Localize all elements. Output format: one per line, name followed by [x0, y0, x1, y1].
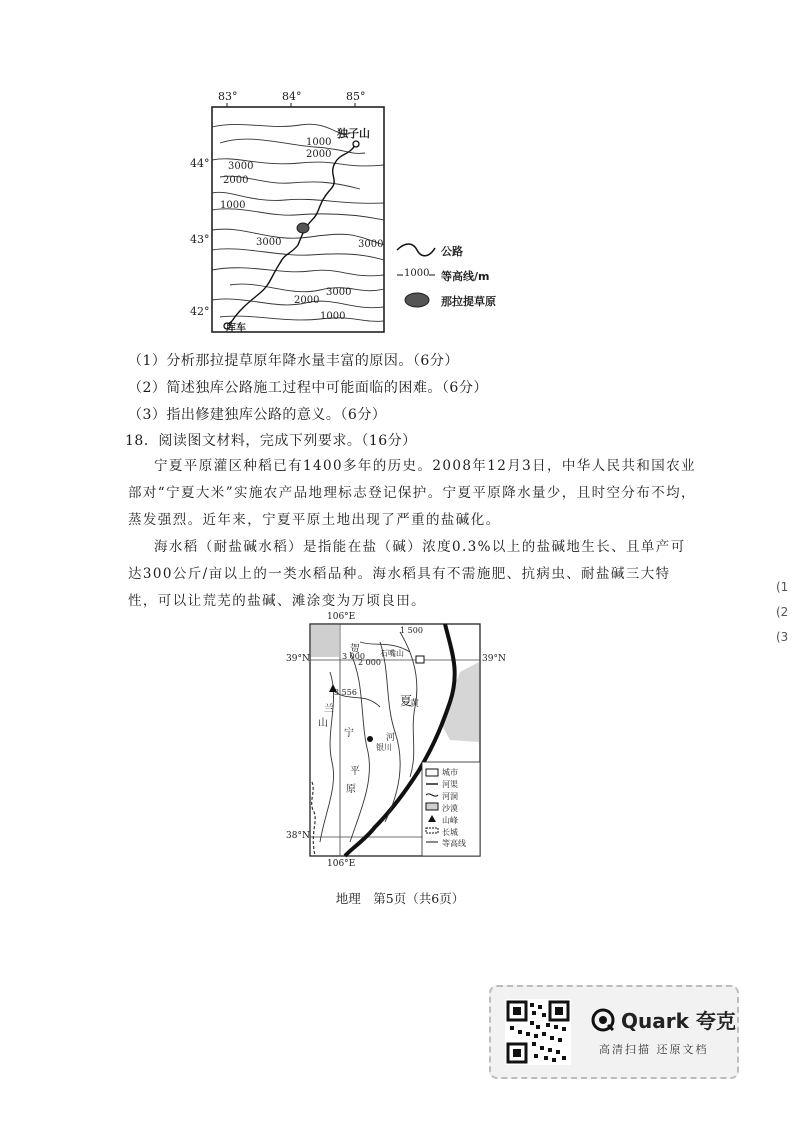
map-label: 原 — [346, 784, 356, 795]
quark-tagline: 高清扫描 还原文档 — [599, 1043, 709, 1056]
contour-label: 1000 — [306, 137, 332, 148]
topographic-map-2 — [290, 612, 520, 872]
quark-logo-icon — [591, 1008, 615, 1032]
legend-contour: 等高线 — [442, 839, 466, 848]
contour-label: 1000 — [220, 200, 246, 211]
map-dushanzi-kuche — [190, 85, 400, 350]
legend-contour-value: 1000 — [404, 268, 430, 279]
contour-label: 3 000 — [342, 652, 365, 661]
contour-label: 3000 — [358, 239, 384, 250]
quark-brand — [591, 1005, 736, 1034]
place-label: 独子山 — [337, 127, 370, 140]
contour-label: 3000 — [228, 161, 254, 172]
lat-label: 44° — [190, 157, 210, 170]
edge-mark: (2 — [776, 605, 789, 619]
lat-label: 39°N — [482, 654, 506, 664]
legend-road: 公路 — [441, 245, 463, 258]
lat-label: 43° — [190, 233, 210, 246]
question-18-heading: 18．阅读图文材料，完成下列要求。（16分） — [125, 433, 417, 449]
contour-label: 2000 — [294, 295, 320, 306]
edge-mark: (3 — [776, 630, 789, 644]
contour-label: 3000 — [256, 237, 282, 248]
map-label: 兰 — [324, 704, 334, 715]
contour-label: 1 500 — [400, 626, 423, 635]
q18-paragraph-2: 海水稻（耐盐碱水稻）是指能在盐（碱）浓度0.3%以上的盐碱地生长、且单产可达300公斤/亩以上的一类水稻品种。海水稻具有不需施肥、抗病虫、耐盐碱三大特性，可以让荒芜的盐碱、滩涂变为万顷良田。 — [128, 539, 686, 609]
map-label: 夏 — [400, 694, 413, 708]
lat-label: 42° — [190, 305, 210, 318]
question-17-3: （3）指出修建独库公路的意义。（6分） — [128, 407, 387, 423]
map-label: 平 — [350, 766, 360, 777]
place-label: 库车 — [226, 323, 246, 334]
legend-canal: 河渠 — [442, 780, 458, 789]
quark-watermark — [489, 985, 739, 1079]
lat-label: 39°N — [286, 654, 310, 664]
lon-label: 106°E — [327, 859, 356, 869]
lon-label: 83° — [218, 90, 238, 103]
map-label: 黄 — [410, 699, 420, 709]
map1-legend — [395, 240, 525, 315]
map-label: 宁 — [344, 728, 354, 739]
legend-peak: 山峰 — [442, 816, 458, 825]
contour-label: 2000 — [223, 175, 249, 186]
lon-label: 84° — [282, 90, 302, 103]
qr-code-icon — [505, 999, 571, 1065]
contour-label: 2000 — [306, 149, 332, 160]
question-17-2: （2）简述独库公路施工过程中可能面临的困难。（6分） — [128, 380, 488, 396]
contour-label: 2 000 — [358, 658, 381, 667]
contour-label: 1000 — [320, 311, 346, 322]
map-ningxia-plain — [286, 612, 520, 872]
map-label: 河 — [386, 733, 396, 743]
map-label: 山 — [318, 718, 328, 729]
question-17-1: （1）分析那拉提草原年降水量丰富的原因。（6分） — [128, 353, 459, 369]
legend-river: 河洞 — [442, 792, 458, 801]
legend-contour: 等高线/m — [441, 270, 490, 283]
legend-city: 城市 — [442, 768, 458, 777]
page-footer: 地理 第5页（共6页） — [335, 891, 465, 906]
lon-label: 106°E — [327, 612, 356, 622]
contour-label: 3000 — [326, 287, 352, 298]
quark-brand-text: Quark 夸克 — [621, 1009, 736, 1033]
map-label: 银川 — [376, 743, 392, 752]
map-label: 石嘴山 — [380, 649, 404, 658]
q18-paragraph-1: 宁夏平原灌区种稻已有1400多年的历史。2008年12月3日，中华人民共和国农业部对“宁夏大米”实施农产品地理标志登记保护。宁夏平原降水量少，且时空分布不均，蒸发强烈。近年来，宁夏平原土地出现了严重的盐碱化。 — [128, 458, 696, 528]
lat-label: 38°N — [286, 831, 310, 841]
map-label: 3 556 — [334, 688, 357, 697]
edge-mark: (1 — [776, 580, 789, 594]
lon-label: 85° — [346, 90, 366, 103]
legend-grassland: 那拉提草原 — [441, 295, 496, 308]
legend-great-wall: 长城 — [442, 828, 458, 837]
map-label: 贺 — [350, 644, 360, 655]
legend-desert: 沙漠 — [442, 804, 458, 813]
